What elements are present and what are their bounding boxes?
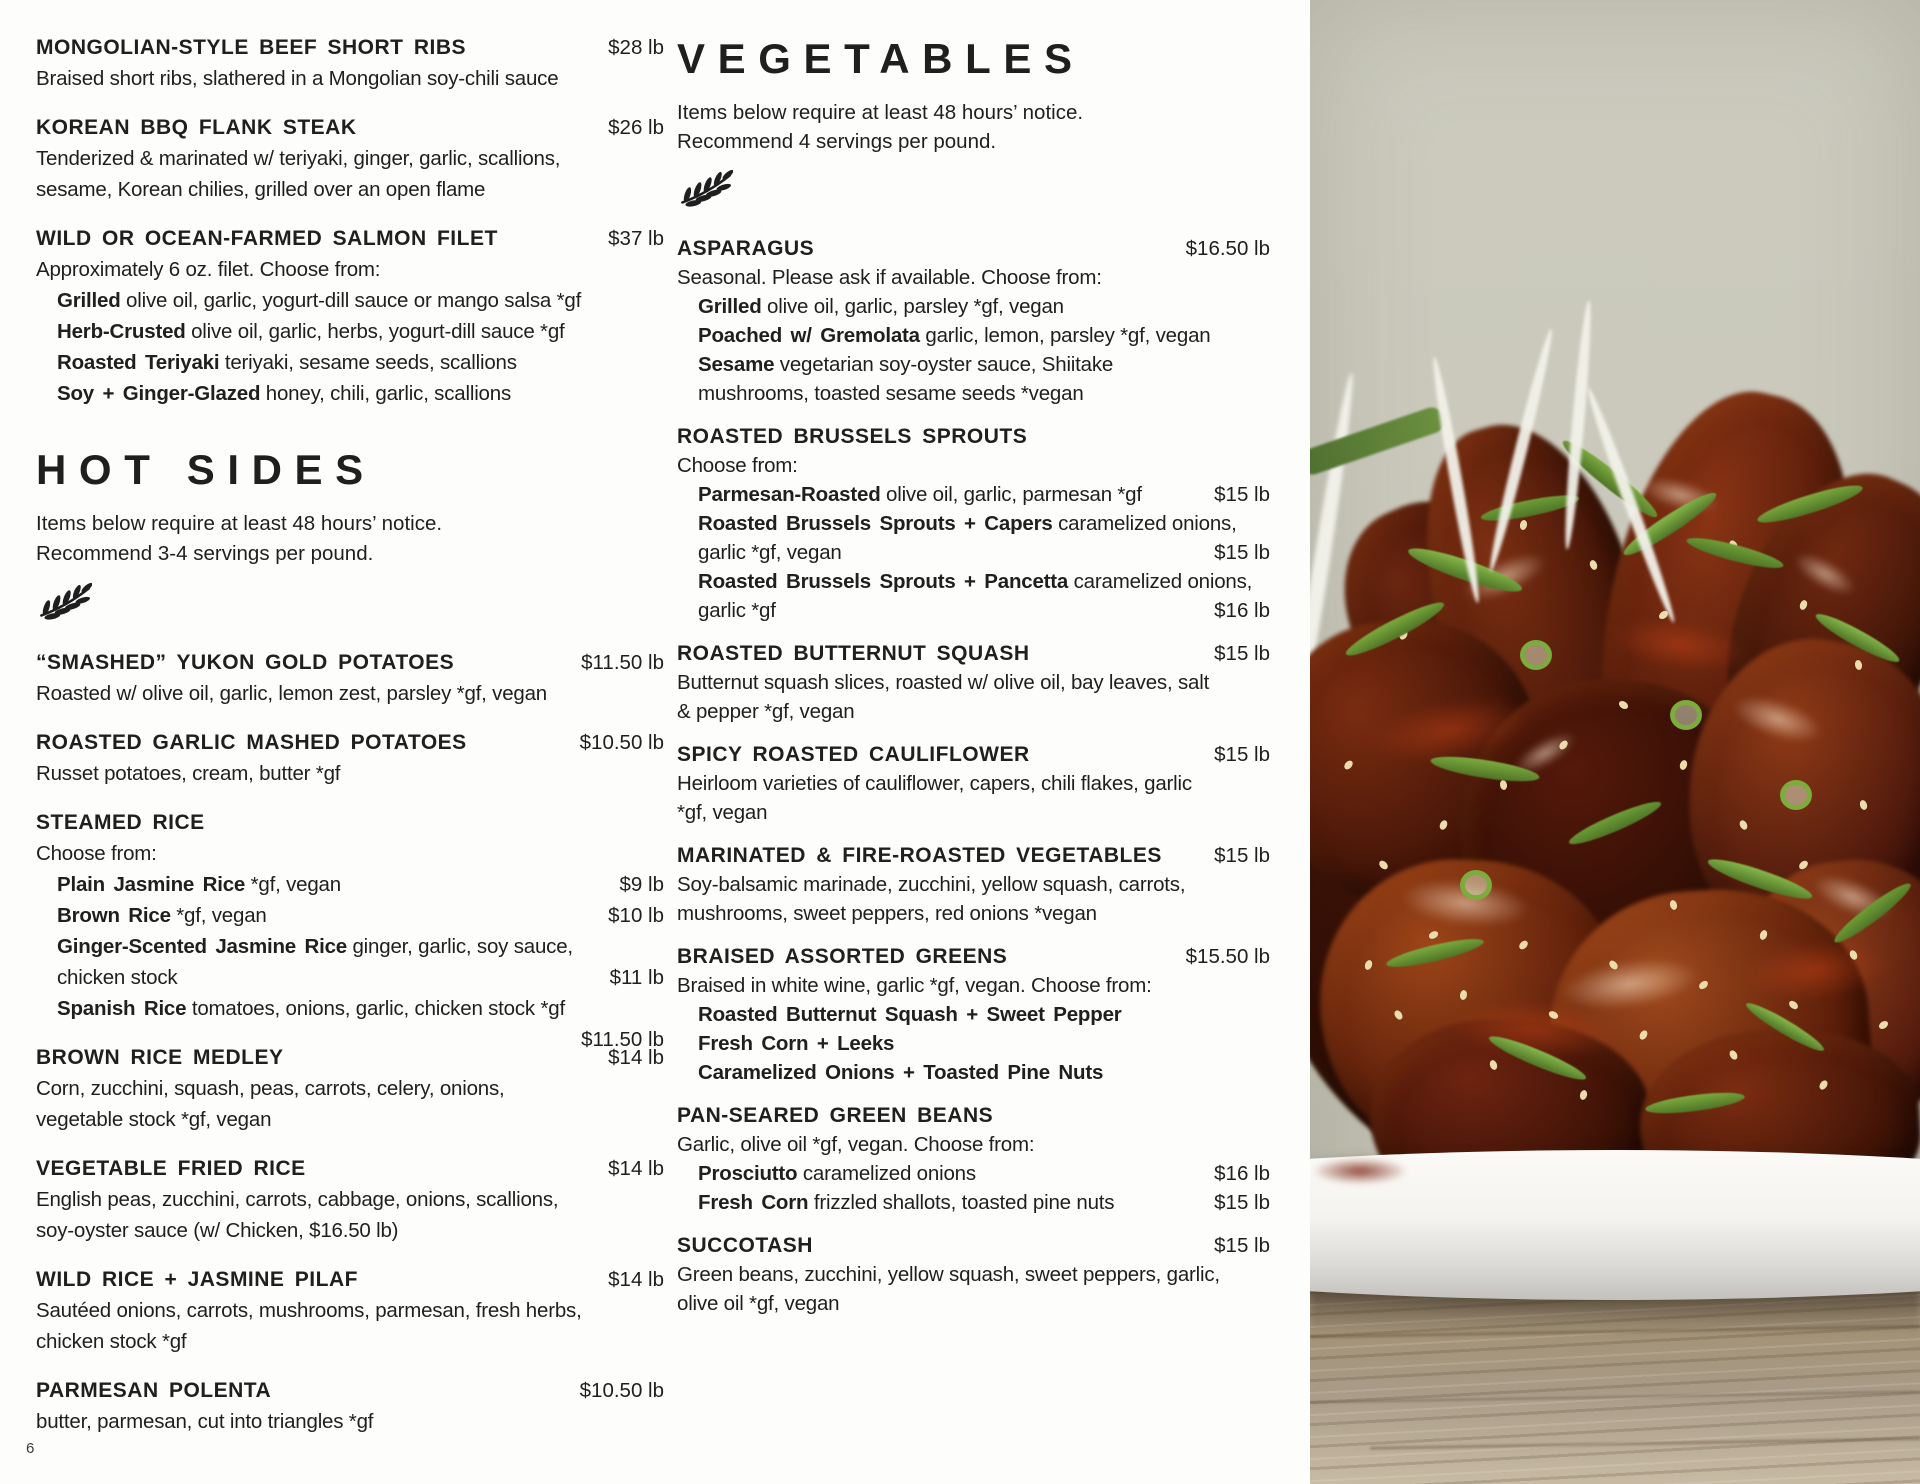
option-name: Fresh Corn + Leeks [698,1032,895,1056]
page-number: 6 [26,1440,35,1457]
item-name: ROASTED BRUSSELS SPROUTS [677,425,1028,449]
desc-text: & pepper *gf, vegan [677,700,855,724]
item-desc-line [36,1295,664,1326]
desc-text: English peas, zucchini, carrots, cabbage, onions, scallions, [36,1188,559,1212]
item-desc-line [36,63,664,94]
item-price: $16.50 lb [1185,237,1270,261]
item-desc-line [36,285,664,316]
item-price: $10.50 lb [579,731,664,755]
item-desc-line [36,1184,664,1215]
item-desc-line [677,971,1270,1000]
option-name: Plain Jasmine Rice [57,873,246,897]
inline-price: $15 lb [1214,541,1270,565]
desc-text: Russet potatoes, cream, butter *gf [36,762,341,786]
menu-item-header [36,112,664,143]
menu-item [677,841,1270,928]
option-name: Caramelized Onions + Toasted Pine Nuts [698,1061,1104,1085]
desc-text: Choose from: [36,842,157,866]
inline-price: $9 lb [619,873,664,897]
menu-item [677,422,1270,625]
item-desc-line [677,1260,1270,1289]
item-desc-line [677,379,1270,408]
item-name: ROASTED GARLIC MASHED POTATOES [36,731,467,755]
item-desc-line [677,899,1270,928]
desc-text: garlic *gf, vegan [698,541,842,565]
desc-text: Tenderized & marinated w/ teriyaki, ginger, garlic, scallions, [36,147,561,170]
item-price: $15 lb [1214,844,1270,868]
sauce-smear [1314,1158,1406,1184]
item-name: BROWN RICE MEDLEY [36,1046,284,1070]
desc-text: *gf, vegan [677,801,768,825]
item-desc-line [36,174,664,205]
item-name: PARMESAN POLENTA [36,1379,272,1403]
item-desc-line [677,769,1270,798]
menu-item-header [36,647,664,678]
item-name: MARINATED & FIRE-ROASTED VEGETABLES [677,844,1162,868]
item-desc-line [677,350,1270,379]
item-desc-line [677,321,1270,350]
option-name: Herb-Crusted [57,320,186,343]
item-price: $15.50 lb [1185,945,1270,969]
option-name: Grilled [57,289,121,312]
menu-section [36,447,664,621]
item-name: BRAISED ASSORTED GREENS [677,945,1008,969]
option-name: Parmesan-Roasted [698,483,881,507]
laurel-sprig-icon [679,170,733,208]
scallion-ring [1520,640,1552,670]
inline-price: $11.50 lb [581,1028,664,1052]
menu-item-header [677,422,1270,451]
item-desc-line [36,838,664,869]
desc-text: Seasonal. Please ask if available. Choose from: [677,266,1102,290]
menu-item-header [36,727,664,758]
inline-price: $11 lb [609,966,664,990]
desc-text: frizzled shallots, toasted pine nuts [808,1191,1115,1215]
item-name: KOREAN BBQ FLANK STEAK [36,116,357,139]
option-name: Prosciutto [698,1162,798,1186]
desc-text: olive oil, garlic, parmesan *gf [880,483,1142,507]
option-name: Grilled [698,295,762,319]
item-desc-line [36,758,664,789]
menu-item-header [36,1042,664,1073]
section-notice: Items below require at least 48 hours’ notice. [36,512,443,536]
desc-text: mushrooms, toasted sesame seeds *vegan [698,382,1084,406]
menu-item [36,112,664,205]
desc-text: Approximately 6 oz. filet. Choose from: [36,258,381,281]
item-desc-line [36,1073,664,1104]
item-desc-line [677,870,1270,899]
item-desc-line [677,697,1270,726]
desc-text: caramelized onions, [1068,570,1253,594]
menu-item [677,942,1270,1087]
scallion-ring [1780,780,1812,810]
desc-text: Braised short ribs, slathered in a Mongolian soy-chili sauce [36,67,559,90]
item-name: “SMASHED” YUKON GOLD POTATOES [36,651,455,675]
desc-text: soy-oyster sauce (w/ Chicken, $16.50 lb) [36,1219,399,1243]
desc-text: chicken stock *gf [36,1330,187,1354]
menu-item-header [36,32,664,63]
food-photo-beef-short-ribs [1310,0,1920,1484]
option-name: Brown Rice [57,904,171,928]
desc-text: garlic *gf [698,599,776,623]
inline-price: $15 lb [1214,1191,1270,1215]
item-name: ASPARAGUS [677,237,815,261]
inline-price: $16 lb [1214,599,1270,623]
option-name: Fresh Corn [698,1191,809,1215]
item-name: ROASTED BUTTERNUT SQUASH [677,642,1030,666]
menu-item [36,1375,664,1437]
desc-text: ginger, garlic, soy sauce, [346,935,573,959]
item-desc-line [677,1130,1270,1159]
section-notice: Recommend 4 servings per pound. [677,130,997,154]
desc-text: butter, parmesan, cut into triangles *gf [36,1410,374,1434]
desc-text: Green beans, zucchini, yellow squash, sweet peppers, garlic, [677,1263,1220,1287]
menu-item-header [677,841,1270,870]
item-desc-line [36,678,664,709]
desc-text: olive oil, garlic, yogurt-dill sauce or mango salsa *gf [120,289,582,312]
item-name: SPICY ROASTED CAULIFLOWER [677,743,1030,767]
item-desc-line [36,1406,664,1437]
item-desc-line [36,869,664,900]
scallion-ring [1670,700,1702,730]
item-desc-line [36,1215,664,1246]
item-price: $11.50 lb [581,651,664,675]
desc-text: Roasted w/ olive oil, garlic, lemon zest, parsley *gf, vegan [36,682,548,706]
item-name: MONGOLIAN-STYLE BEEF SHORT RIBS [36,36,467,59]
menu-item [36,727,664,789]
item-desc-line [677,1159,1270,1188]
desc-text: Braised in white wine, garlic *gf, vegan. Choose from: [677,974,1152,998]
item-desc-line [677,596,1270,625]
item-price: $14 lb [608,1046,664,1070]
item-name: VEGETABLE FRIED RICE [36,1157,306,1181]
menu-item-header [677,740,1270,769]
section-notice: Items below require at least 48 hours’ notice. [677,101,1084,125]
menu-item [36,1153,664,1246]
menu-item [677,234,1270,408]
item-price: $26 lb [608,116,664,139]
desc-text: *gf, vegan [245,873,341,897]
item-desc-line [677,509,1270,538]
option-name: Spanish Rice [57,997,187,1021]
item-desc-line [677,567,1270,596]
menu-item-header [36,807,664,838]
desc-text: Butternut squash slices, roasted w/ olive oil, bay leaves, salt [677,671,1210,695]
section-title: VEGETABLES [677,35,1085,82]
item-name: SUCCOTASH [677,1234,813,1258]
desc-text: vegetarian soy-oyster sauce, Shiitake [774,353,1114,377]
item-name: PAN-SEARED GREEN BEANS [677,1104,994,1128]
item-price: $14 lb [608,1268,664,1292]
item-price: $15 lb [1214,1234,1270,1258]
item-name: STEAMED RICE [36,811,205,835]
item-desc-line [36,1104,664,1135]
menu-item-header [677,1101,1270,1130]
option-name: Roasted Brussels Sprouts + Pancetta [698,570,1069,594]
item-price: $10.50 lb [579,1379,664,1403]
desc-text: garlic, lemon, parsley *gf, vegan [919,324,1211,348]
menu-section [677,36,1270,208]
item-desc-line [36,347,664,378]
item-price: $15 lb [1214,642,1270,666]
desc-text: Soy-balsamic marinade, zucchini, yellow squash, carrots, [677,873,1186,897]
item-name: WILD OR OCEAN-FARMED SALMON FILET [36,227,498,250]
section-notice: Recommend 3-4 servings per pound. [36,542,374,566]
desc-text: caramelized onions [797,1162,976,1186]
desc-text: Corn, zucchini, squash, peas, carrots, celery, onions, [36,1077,505,1101]
desc-text: caramelized onions, [1052,512,1237,536]
item-price: $15 lb [1214,743,1270,767]
item-desc-line [36,993,664,1024]
item-price: $28 lb [608,36,664,59]
menu-column-right [677,32,1270,1332]
desc-text: *gf, vegan [170,904,267,928]
menu-item [36,223,664,409]
desc-text: sesame, Korean chilies, grilled over an open flame [36,178,486,201]
desc-text: olive oil *gf, vegan [677,1292,840,1316]
inline-price: $10 lb [608,904,664,928]
menu-item [36,647,664,709]
menu-column-left [36,32,664,1455]
desc-text: honey, chili, garlic, scallions [260,382,512,405]
desc-text: tomatoes, onions, garlic, chicken stock *gf [186,997,565,1021]
menu-item-header [36,1153,664,1184]
item-desc-line [36,931,664,962]
menu-item [36,807,664,1052]
option-name: Roasted Butternut Squash + Sweet Pepper [698,1003,1122,1027]
inline-price: $15 lb [1214,483,1270,507]
menu-item-header [677,942,1270,971]
desc-text: chicken stock [57,966,178,990]
item-desc-line [677,1289,1270,1318]
menu-item-header [36,1375,664,1406]
item-price: $14 lb [608,1157,664,1181]
menu-item [677,639,1270,726]
item-price: $37 lb [608,227,664,250]
desc-text: olive oil, garlic, herbs, yogurt-dill sauce *gf [185,320,565,343]
option-name: Sesame [698,353,775,377]
desc-text: mushrooms, sweet peppers, red onions *vegan [677,902,1097,926]
item-desc-line [677,668,1270,697]
menu-item-header [36,1264,664,1295]
item-desc-line [677,263,1270,292]
item-desc-line [36,900,664,931]
option-name: Roasted Brussels Sprouts + Capers [698,512,1053,536]
item-desc-line [677,480,1270,509]
desc-text: Garlic, olive oil *gf, vegan. Choose from: [677,1133,1035,1157]
item-desc-line [677,1188,1270,1217]
menu-item [677,1231,1270,1318]
desc-text: olive oil, garlic, parsley *gf, vegan [761,295,1064,319]
option-name: Poached w/ Gremolata [698,324,920,348]
item-desc-line [677,1058,1270,1087]
scallion-ring [1460,870,1492,900]
item-desc-line [36,1326,664,1357]
item-desc-line [677,451,1270,480]
laurel-sprig-icon [38,583,92,621]
item-desc-line [36,143,664,174]
menu-item [36,32,664,94]
desc-text: Heirloom varieties of cauliflower, capers, chili flakes, garlic [677,772,1192,796]
menu-item-header [677,639,1270,668]
item-desc-line [36,378,664,409]
item-desc-line [677,1029,1270,1058]
option-name: Roasted Teriyaki [57,351,220,374]
item-name: WILD RICE + JASMINE PILAF [36,1268,358,1292]
item-desc-line [36,254,664,285]
menu-item-header [677,234,1270,263]
menu-item [677,740,1270,827]
menu-item [36,1264,664,1357]
item-desc-line [677,798,1270,827]
item-desc-line [677,292,1270,321]
option-name: Soy + Ginger-Glazed [57,382,261,405]
menu-item-header [36,223,664,254]
menu-item-header [677,1231,1270,1260]
menu-item [677,1101,1270,1217]
scallion-stalk-green [1310,404,1448,478]
item-desc-line [36,316,664,347]
inline-price: $16 lb [1214,1162,1270,1186]
section-title: HOT SIDES [36,446,376,493]
item-desc-line [677,1000,1270,1029]
desc-text: teriyaki, sesame seeds, scallions [219,351,517,374]
item-desc-line [677,538,1270,567]
desc-text: Sautéed onions, carrots, mushrooms, parmesan, fresh herbs, [36,1299,582,1323]
option-name: Ginger-Scented Jasmine Rice [57,935,347,959]
item-desc-line [36,962,664,993]
menu-item [36,1042,664,1135]
desc-text: Choose from: [677,454,798,478]
desc-text: vegetable stock *gf, vegan [36,1108,272,1132]
